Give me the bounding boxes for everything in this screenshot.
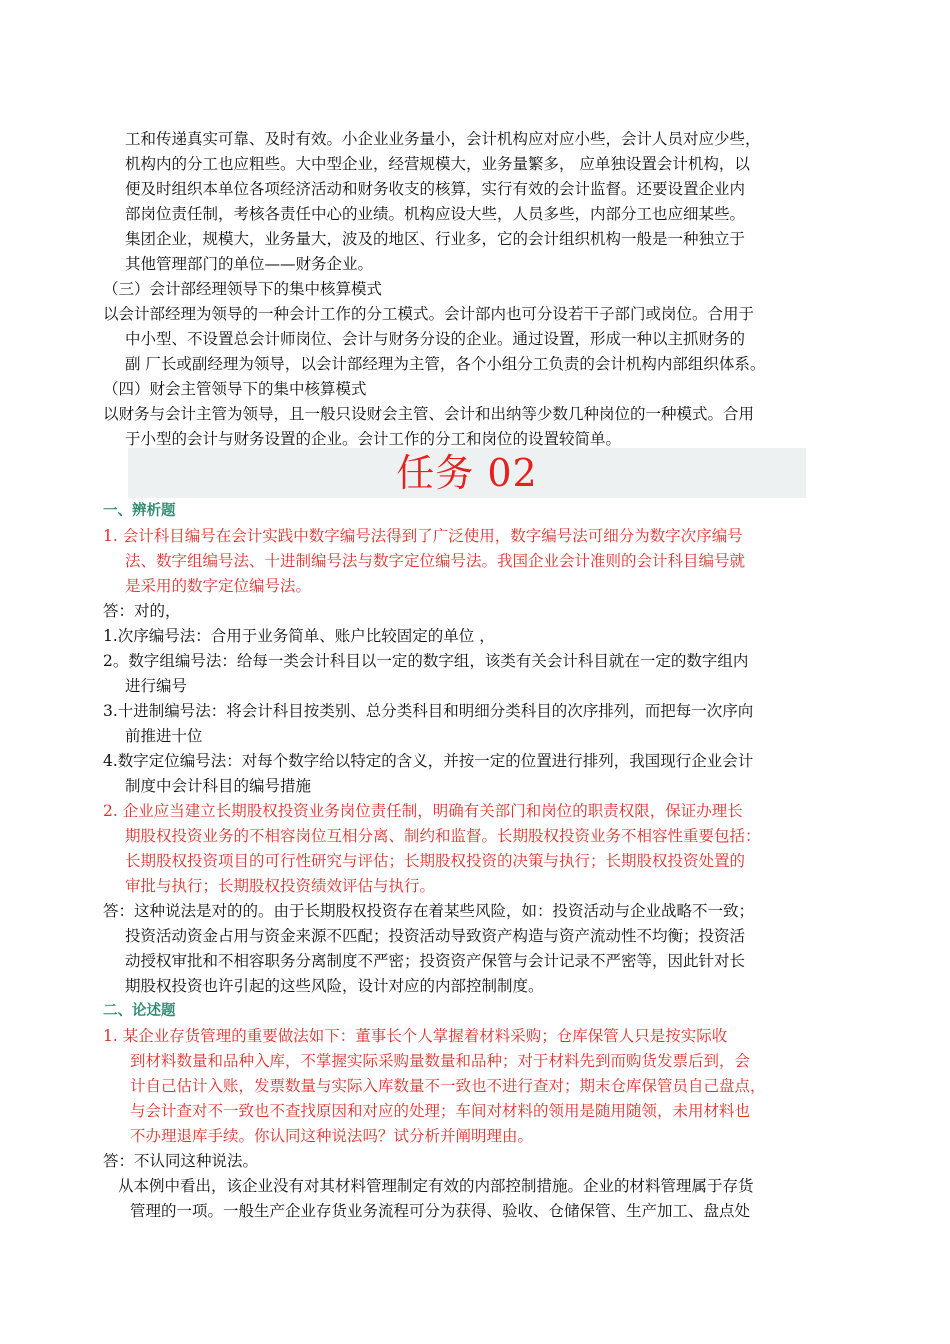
paragraph-line: 集团企业，规模大，业务量大，波及的地区、行业多，它的会计组织机构一般是一种独立于 bbox=[125, 230, 746, 248]
question-line: 1. 会计科目编号在会计实践中数字编号法得到了广泛使用，数字编号法可细分为数字次序编号 bbox=[103, 527, 743, 545]
answer-line: 动授权审批和不相容职务分离制度不严密；投资资产保管与会计记录不严密等，因此针对长 bbox=[125, 952, 746, 970]
answer-line: 2。数字组编号法：给每一类会计科目以一定的数字组，该类有关会计科目就在一定的数字组内 bbox=[103, 652, 749, 670]
part-heading: 二、论述题 bbox=[103, 1003, 176, 1019]
answer-line: 制度中会计科目的编号措施 bbox=[125, 777, 312, 795]
paragraph-line: 其他管理部门的单位——财务企业。 bbox=[125, 255, 374, 273]
answer-line: 进行编号 bbox=[125, 677, 188, 695]
question-line: 到材料数量和品种入库，不掌握实际采购量数量和品种；对于材料先到而购货发票后到，会 bbox=[130, 1052, 751, 1070]
section-heading: （三）会计部经理领导下的集中核算模式 bbox=[103, 280, 383, 298]
paragraph-line: 工和传递真实可靠、及时有效。小企业业务量小，会计机构应对应小些，会计人员对应少些， bbox=[125, 130, 761, 148]
task-banner bbox=[128, 448, 806, 498]
paragraph-line: 以财务与会计主管为领导，且一般只设财会主管、会计和出纳等少数几种岗位的一种模式。合用 bbox=[103, 405, 755, 423]
answer-line: 4.数字定位编号法：对每个数字给以特定的含义，并按一定的位置进行排列，我国现行企业会计 bbox=[103, 752, 754, 770]
paragraph-line: 部岗位责任制，考核各责任中心的业绩。机构应设大些，人员多些，内部分工也应细某些。 bbox=[125, 205, 746, 223]
answer-line: 答：不认同这种说法。 bbox=[103, 1152, 259, 1170]
question-line: 2. 企业应当建立长期股权投资业务岗位责任制，明确有关部门和岗位的职责权限，保证办理长 bbox=[103, 802, 743, 820]
answer-line: 答：这种说法是对的的。由于长期股权投资存在着某些风险，如：投资活动与企业战略不一致； bbox=[103, 902, 755, 920]
paragraph-line: 副 厂长或副经理为领导，以会计部经理为主管，各个小组分工负责的会计机构内部组织体系。 bbox=[125, 355, 766, 373]
paragraph-line: 便及时组织本单位各项经济活动和财务收支的核算，实行有效的会计监督。还要设置企业内 bbox=[125, 180, 746, 198]
question-line: 审批与执行；长期股权投资绩效评估与执行。 bbox=[125, 877, 436, 895]
question-line: 计自己估计入账，发票数量与实际入库数量不一致也不进行查对；期末仓库保管员自己盘点， bbox=[130, 1077, 766, 1095]
answer-line: 管理的一项。一般生产企业存货业务流程可分为获得、验收、仓储保管、生产加工、盘点处 bbox=[130, 1202, 751, 1220]
answer-line: 投资活动资金占用与资金来源不匹配；投资活动导致资产构造与资产流动性不均衡；投资活 bbox=[125, 927, 746, 945]
answer-line: 1.次序编号法：合用于业务简单、账户比较固定的单位 ， bbox=[103, 627, 495, 645]
answer-line: 3.十进制编号法：将会计科目按类别、总分类科目和明细分类科目的次序排列，而把每一次序向 bbox=[103, 702, 754, 720]
question-line: 不办理退库手续。你认同这种说法吗？试分析并阐明理由。 bbox=[130, 1127, 534, 1145]
section-heading: （四）财会主管领导下的集中核算模式 bbox=[103, 380, 367, 398]
question-line: 1. 某企业存货管理的重要做法如下：董事长个人掌握着材料采购；仓库保管人只是按实际收 bbox=[103, 1027, 728, 1045]
question-line: 是采用的数字定位编号法。 bbox=[125, 577, 312, 595]
banner-title: 任务 02 bbox=[396, 451, 538, 495]
question-line: 长期股权投资项目的可行性研究与评估；长期股权投资的决策与执行；长期股权投资处置的 bbox=[125, 852, 746, 870]
answer-line: 期股权投资也许引起的这些风险，设计对应的内部控制制度。 bbox=[125, 977, 544, 995]
answer-line: 前推进十位 bbox=[125, 727, 203, 745]
paragraph-line: 中小型、不设置总会计师岗位、会计与财务分设的企业。通过设置，形成一种以主抓财务的 bbox=[125, 330, 746, 348]
question-line: 法、数字组编号法、十进制编号法与数字定位编号法。我国企业会计准则的会计科目编号就 bbox=[125, 552, 746, 570]
paragraph-line: 以会计部经理为领导的一种会计工作的分工模式。会计部内也可分设若干子部门或岗位。合用于 bbox=[103, 305, 755, 323]
paragraph-line: 于小型的会计与财务设置的企业。会计工作的分工和岗位的设置较简单。 bbox=[125, 430, 622, 448]
question-line: 期股权投资业务的不相容岗位互相分离、制约和监督。长期股权投资业务不相容性重要包括： bbox=[125, 827, 761, 845]
question-line: 与会计查对不一致也不查找原因和对应的处理；车间对材料的领用是随用随领，未用材料也 bbox=[130, 1102, 751, 1120]
answer-line: 答：对的， bbox=[103, 602, 181, 620]
part-heading: 一、辨析题 bbox=[103, 503, 176, 519]
answer-line: 从本例中看出，该企业没有对其材料管理制定有效的内部控制措施。企业的材料管理属于存货 bbox=[118, 1177, 754, 1195]
paragraph-line: 机构内的分工也应粗些。大中型企业，经营规模大，业务量繁多， 应单独设置会计机构，以 bbox=[125, 155, 750, 173]
